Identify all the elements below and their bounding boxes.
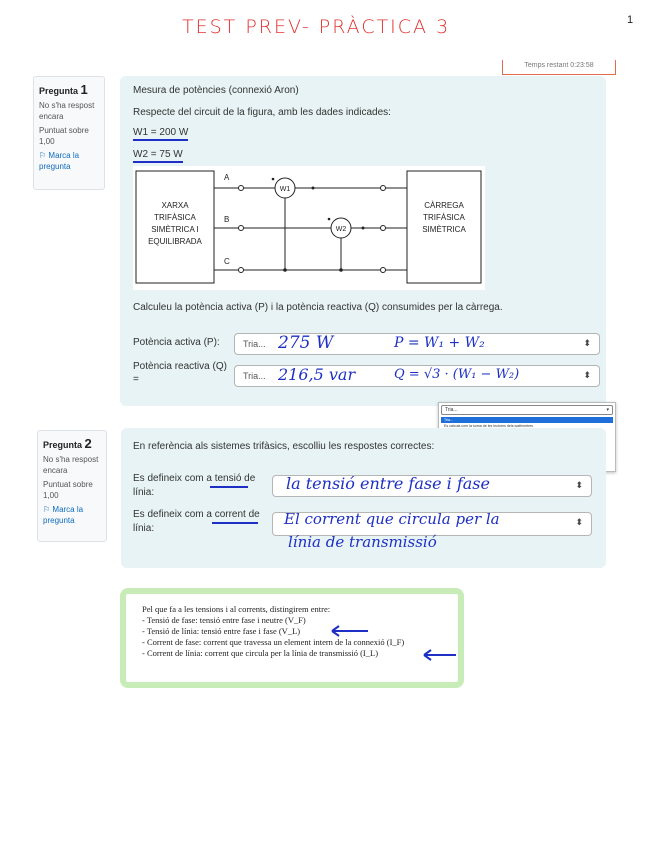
question-status: No s'ha respost encara [43, 455, 99, 475]
source-line-2: TRIFÀSICA [154, 213, 196, 222]
underline-mark [210, 486, 248, 488]
question-2-intro: En referència als sistemes trifàsics, escolliu les respostes correctes: [133, 441, 435, 452]
phase-a-label: A [224, 173, 230, 182]
underline-mark [212, 522, 258, 524]
flag-question-link[interactable]: ⚐ Marca la pregunta [39, 151, 80, 171]
w1-value: W1 = 200 W [133, 127, 188, 141]
active-power-select[interactable]: Tria... ⬍ [234, 333, 600, 355]
reactive-power-formula: Q = √3 · (W₁ − W₂) [394, 367, 520, 382]
line-current-handwritten-1: El corrent que circula per la [284, 510, 500, 528]
aron-circuit-diagram [133, 166, 485, 290]
chevron-down-icon: ⬍ [575, 480, 583, 490]
notes-header: Pel que fa a les tensions i al corrents, distingirem entre: [142, 604, 331, 614]
page-title: TEST PREV- PRÀCTICA 3 [182, 16, 451, 38]
source-line-1: XARXA [161, 201, 189, 210]
page-number: 1 [627, 14, 634, 26]
dropdown-option[interactable]: Tria... [441, 417, 613, 423]
question-number: Pregunta 1 [39, 82, 88, 97]
question-score: Puntuat sobre 1,00 [39, 126, 89, 146]
chevron-down-icon: ⬍ [583, 338, 591, 348]
question-info-1 [33, 76, 105, 190]
question-status: No s'ha respost encara [39, 101, 95, 121]
timer: Temps restant 0:23:58 [502, 60, 616, 75]
reactive-power-handwritten: 216,5 var [278, 365, 356, 384]
question-score: Puntuat sobre 1,00 [43, 480, 93, 500]
reactive-power-label: Potència reactiva (Q) = [133, 361, 227, 385]
flag-question-link[interactable]: ⚐ Marca la pregunta [43, 505, 84, 525]
active-power-label: Potència activa (P): [133, 337, 220, 348]
arrow-left-icon [424, 650, 456, 660]
question-1-instruction: Calculeu la potència activa (P) i la potència reactiva (Q) consumides per la càrrega. [133, 302, 503, 313]
note-item: - Corrent de línia: corrent que circula per la línia de transmissió (I_L) [142, 648, 379, 658]
reactive-power-select[interactable]: Tria... ⬍ [234, 365, 600, 387]
line-voltage-handwritten: la tensió entre fase i fase [286, 474, 490, 493]
w1-meter-label: W1 [279, 186, 291, 193]
source-line-3: SIMÈTRICA I [151, 225, 199, 234]
flag-icon: ⚐ [39, 151, 47, 160]
question-info-2 [37, 430, 107, 542]
load-line-2: TRIFÀSICA [423, 213, 465, 222]
w2-meter-label: W2 [335, 226, 347, 233]
chevron-down-icon: ⬍ [583, 370, 591, 380]
source-line-4: EQUILIBRADA [148, 237, 202, 246]
chevron-down-icon: ▾ [606, 407, 609, 413]
line-voltage-label: Es defineix com a tensió de línia: [133, 473, 256, 498]
question-number: Pregunta 2 [43, 436, 92, 451]
line-current-handwritten-2: línia de transmissió [288, 533, 437, 551]
active-power-formula: P = W₁ + W₂ [394, 335, 485, 351]
phase-c-label: C [224, 257, 230, 266]
question-1-title: Mesura de potències (connexió Aron) [133, 85, 299, 96]
note-item: - Tensió de fase: tensió entre fase i neutre (V_F) [142, 615, 306, 625]
load-line-3: SIMÈTRICA [422, 225, 466, 234]
load-line-1: CÀRREGA [424, 201, 464, 210]
line-current-label: Es defineix com a corrent de línia: [133, 509, 260, 534]
flag-icon: ⚐ [43, 505, 51, 514]
w2-value: W2 = 75 W [133, 149, 183, 163]
active-power-handwritten: 275 W [278, 333, 334, 353]
question-1-intro: Respecte del circuit de la figura, amb les dades indicades: [133, 107, 391, 118]
annotation-arrows [328, 622, 468, 664]
note-item: - Tensió de línia: tensió entre fase i fase (V_L) [142, 626, 301, 636]
note-item: - Corrent de fase: corrent que travessa un element intern de la connexió (I_F) [142, 637, 405, 647]
arrow-left-icon [332, 626, 368, 636]
dropdown-option[interactable]: Es calcula com la suma de les lectures dels wattímetres [444, 424, 534, 428]
dropdown-popup-select[interactable]: Tria... ▾ [441, 405, 613, 415]
phase-b-label: B [224, 215, 230, 224]
chevron-down-icon: ⬍ [575, 517, 583, 527]
